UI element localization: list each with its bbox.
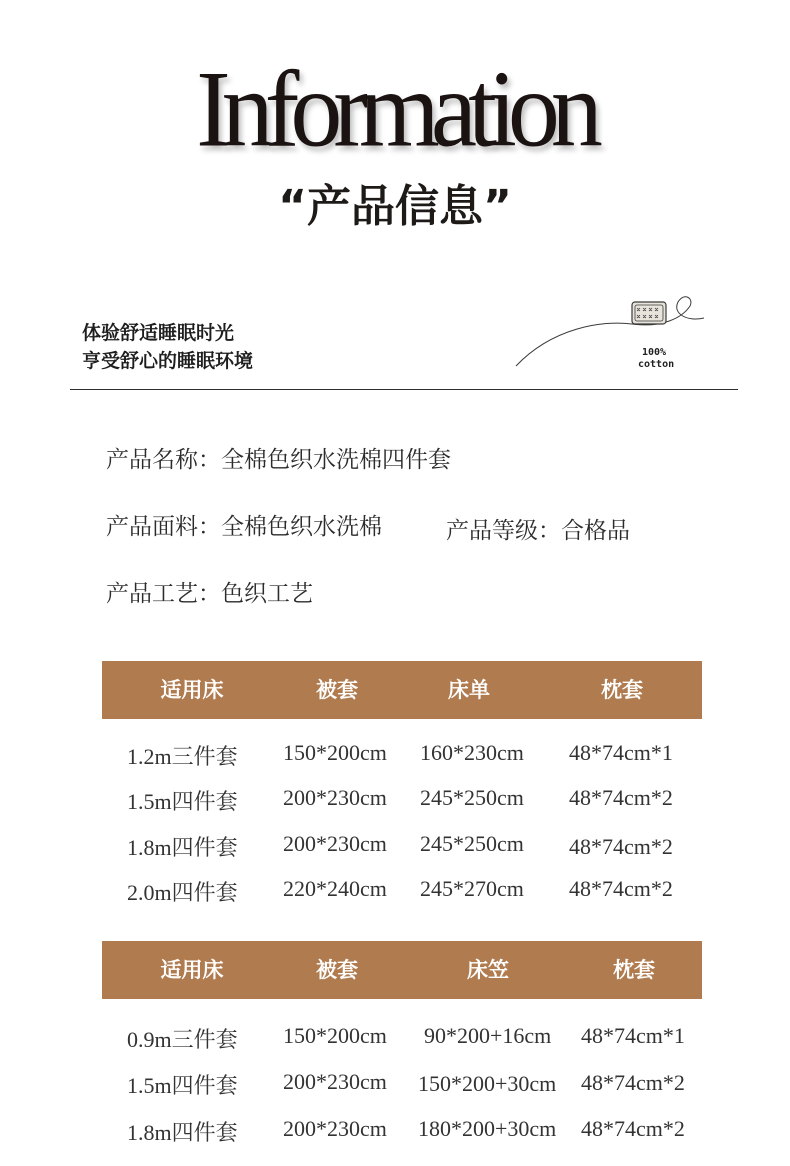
product-name-row — [106, 441, 451, 474]
product-craft-value: 色织工艺 — [221, 581, 313, 607]
table2-header — [102, 941, 702, 999]
table2-cell: 48*74cm*1 — [581, 1023, 685, 1048]
table1-cell: 1.2m三件套 — [127, 744, 238, 769]
table1-cell: 48*74cm*2 — [569, 785, 673, 810]
slogan-line-1: 体验舒适睡眠时光 — [82, 322, 235, 344]
table1-cell: 245*250cm — [420, 831, 524, 856]
table2-cell: 150*200cm — [283, 1023, 387, 1048]
table1-cell: 48*74cm*2 — [569, 834, 673, 859]
hero-title-cn: “产品信息” — [278, 181, 512, 232]
table2-cell: 180*200+30cm — [418, 1116, 557, 1141]
table1-cell: 2.0m四件套 — [127, 880, 238, 905]
product-name-label: 产品名称： — [106, 447, 221, 473]
table1-cell: 1.5m四件套 — [127, 789, 238, 814]
table1-cell: 48*74cm*1 — [569, 740, 673, 765]
table1-cell: 160*230cm — [420, 740, 524, 765]
badge-line-1: 100% — [642, 347, 667, 358]
table1-header-pillowcase: 枕套 — [601, 678, 643, 702]
table1-header-duvet: 被套 — [316, 678, 358, 702]
product-grade-label: 产品等级： — [446, 518, 561, 544]
product-grade-row — [446, 512, 630, 545]
table2-cell: 1.8m四件套 — [127, 1120, 238, 1145]
table1-cell: 245*270cm — [420, 876, 524, 901]
table2-cell: 90*200+16cm — [424, 1023, 552, 1048]
product-craft-row — [106, 575, 313, 608]
table2-cell: 0.9m三件套 — [127, 1027, 238, 1052]
table1-cell: 200*230cm — [283, 785, 387, 810]
cotton-badge-graphic — [512, 288, 712, 378]
table2-header-pillowcase: 枕套 — [613, 958, 655, 982]
table2-cell: 150*200+30cm — [418, 1071, 557, 1096]
table2-header-fitted-sheet: 床笠 — [467, 958, 509, 982]
table1-header-bed: 适用床 — [160, 678, 224, 702]
product-material-row — [106, 508, 382, 541]
table2-header-duvet: 被套 — [316, 958, 358, 982]
table1-cell: 200*230cm — [283, 831, 387, 856]
table2-cell: 48*74cm*2 — [581, 1116, 685, 1141]
table1-cell: 245*250cm — [420, 785, 524, 810]
table2-cell: 1.5m四件套 — [127, 1073, 238, 1098]
table2-header-bed: 适用床 — [160, 958, 224, 982]
cotton-fabric-icon — [632, 302, 666, 324]
table2-cell: 200*230cm — [283, 1116, 387, 1141]
slogan-line-2: 亨受舒心的睡眠环境 — [82, 350, 254, 372]
table1-header — [102, 661, 702, 719]
product-material-value: 全棉色织水洗棉 — [221, 514, 382, 540]
badge-line-2: cotton — [638, 359, 675, 370]
table1-cell: 1.8m四件套 — [127, 835, 238, 860]
hero-title-en: Information — [196, 49, 594, 170]
table1-cell: 150*200cm — [283, 740, 387, 765]
product-craft-label: 产品工艺： — [106, 581, 221, 607]
table1-cell: 48*74cm*2 — [569, 876, 673, 901]
product-material-label: 产品面料： — [106, 514, 221, 540]
table2-cell: 48*74cm*2 — [581, 1070, 685, 1095]
table1-header-sheet: 床单 — [448, 678, 490, 702]
product-name-value: 全棉色织水洗棉四件套 — [221, 447, 451, 473]
table1-cell: 220*240cm — [283, 876, 387, 901]
section-divider — [70, 389, 738, 390]
product-grade-value: 合格品 — [561, 518, 630, 544]
table2-cell: 200*230cm — [283, 1069, 387, 1094]
